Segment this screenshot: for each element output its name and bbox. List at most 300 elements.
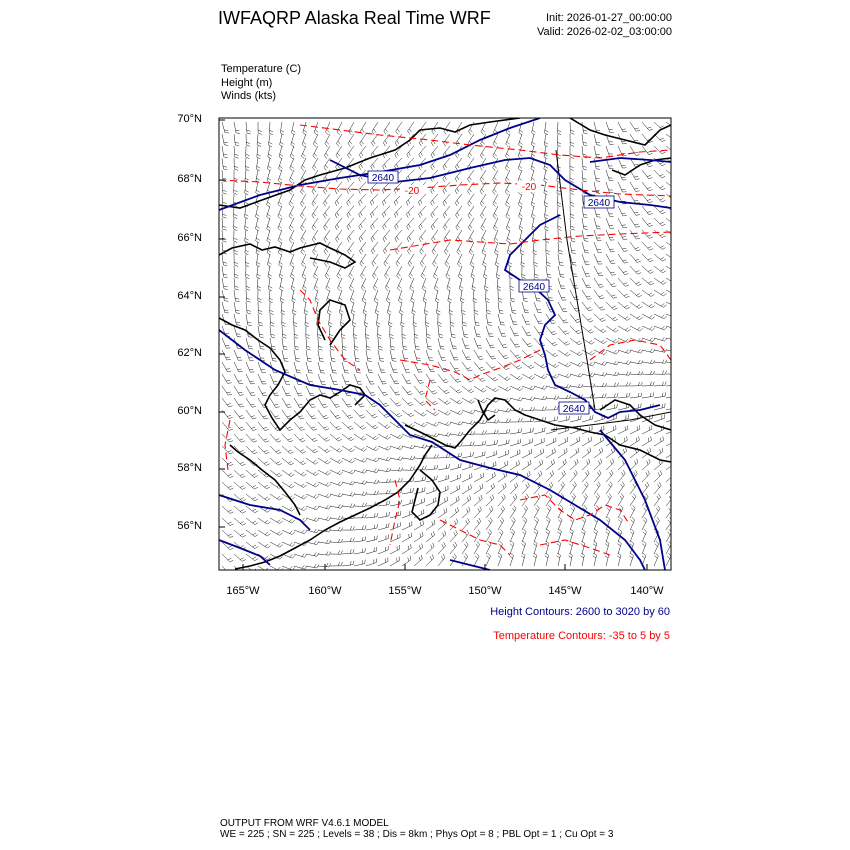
wind-barb <box>510 278 514 291</box>
wind-barb <box>594 493 600 506</box>
wind-barb <box>396 122 402 134</box>
wind-barb <box>371 218 378 230</box>
wind-barb <box>246 422 257 431</box>
wind-barb <box>458 266 462 279</box>
wind-barb <box>354 458 367 462</box>
wind-barb <box>314 278 318 291</box>
wind-barb <box>498 374 510 381</box>
lon-label-165: 165°W <box>226 585 260 597</box>
wind-barb <box>522 266 526 279</box>
wind-barb <box>468 218 474 231</box>
wind-barb <box>654 553 658 566</box>
wind-barb <box>642 436 651 446</box>
wind-barb <box>545 230 549 243</box>
wind-barb <box>407 230 414 242</box>
wind-barb <box>558 395 571 399</box>
wind-barb <box>302 146 307 159</box>
wind-barb <box>480 206 486 219</box>
wind-barb <box>486 314 492 326</box>
wind-barb <box>546 326 557 335</box>
wind-barb <box>301 218 307 231</box>
wind-barb <box>282 434 293 442</box>
wind-barb <box>493 218 498 231</box>
wind-barb <box>510 529 515 542</box>
wind-barb <box>318 374 326 384</box>
wind-barb <box>570 338 582 345</box>
wind-barb <box>486 362 497 370</box>
wind-barb <box>438 531 446 542</box>
wind-barb <box>314 266 319 279</box>
wind-barb <box>606 266 616 275</box>
wind-barb <box>570 158 574 171</box>
wind-barb <box>630 425 640 434</box>
wind-barb <box>342 458 355 463</box>
wind-barb <box>282 338 287 350</box>
wind-barb <box>306 446 318 453</box>
wind-barb <box>558 230 562 242</box>
wind-barb <box>546 494 552 507</box>
wind-barb <box>474 441 486 446</box>
wind-barb <box>534 254 538 267</box>
wind-barb <box>618 242 628 251</box>
wind-barb <box>354 525 366 530</box>
wind-barb <box>412 302 416 315</box>
wind-barb <box>354 362 361 373</box>
wind-barb <box>642 230 653 238</box>
wind-barb <box>359 182 367 194</box>
wind-barb <box>558 350 570 356</box>
wind-barb <box>486 440 498 446</box>
wind-barb <box>350 290 354 303</box>
wind-barb <box>654 314 667 319</box>
wind-barb <box>456 134 462 146</box>
wind-barb <box>366 350 372 362</box>
wind-barb <box>402 362 410 372</box>
wind-barb <box>618 350 631 354</box>
wind-barb <box>222 338 230 348</box>
wind-barb <box>270 434 281 442</box>
wind-barb <box>325 134 330 147</box>
wind-barb <box>342 504 355 508</box>
wind-barb <box>654 348 667 352</box>
wind-barb <box>498 302 503 314</box>
lat-label-70: 70°N <box>177 113 202 125</box>
wind-barb <box>375 302 379 315</box>
wind-barb <box>293 302 297 315</box>
wind-barb <box>318 338 322 350</box>
wind-barb <box>534 374 547 379</box>
wind-barb <box>618 470 625 482</box>
wind-barb <box>354 537 366 542</box>
wind-barb <box>395 134 402 146</box>
wind-barb <box>618 371 631 375</box>
wind-barb <box>462 326 468 337</box>
wind-barb <box>570 122 574 134</box>
wind-barb <box>378 523 389 530</box>
wind-barb <box>474 362 485 371</box>
wind-barb <box>330 493 343 497</box>
wind-barb <box>606 459 614 470</box>
wind-barb <box>246 398 256 407</box>
wind-barb <box>481 218 486 231</box>
wind-barb <box>534 529 538 542</box>
wind-barb <box>594 314 606 322</box>
wind-barb <box>258 494 270 501</box>
wind-barb <box>330 482 343 486</box>
wind-barb <box>654 170 665 178</box>
lat-label-58: 58°N <box>177 462 202 474</box>
wind-barb <box>558 374 571 378</box>
wind-barb <box>582 362 595 366</box>
wind-barb <box>468 206 474 218</box>
wind-barb <box>294 350 300 362</box>
wind-barb <box>234 506 246 513</box>
wind-barb <box>594 338 607 344</box>
wind-barb <box>450 519 458 530</box>
wind-barb <box>246 374 255 384</box>
wind-barb <box>390 522 400 530</box>
wind-barb <box>510 506 516 518</box>
wind-barb <box>278 218 282 231</box>
wind-barb <box>378 546 388 554</box>
wind-barb <box>630 349 643 353</box>
wind-barb <box>431 182 438 194</box>
wind-barb <box>257 146 261 159</box>
wind-barb <box>568 553 572 566</box>
wind-barb <box>414 476 426 482</box>
wind-barb <box>426 374 436 383</box>
wind-barb <box>426 362 435 372</box>
wind-barb <box>544 206 548 219</box>
wind-barb <box>246 518 258 525</box>
wind-barb <box>337 122 342 135</box>
wind-barb <box>269 290 273 303</box>
wind-barb <box>522 338 533 347</box>
wind-barb <box>342 362 349 373</box>
wind-barb <box>630 371 643 375</box>
wind-barb <box>546 350 558 357</box>
wind-barb <box>642 482 649 494</box>
wind-barb <box>486 553 491 566</box>
wind-barb <box>606 122 614 132</box>
wind-barb <box>594 302 605 310</box>
wind-barb <box>420 122 426 134</box>
wind-barb <box>486 409 499 413</box>
wind-barb <box>289 218 294 231</box>
wind-barb <box>270 302 274 315</box>
wind-barb <box>666 302 679 307</box>
wind-barb <box>222 182 227 194</box>
wind-barb <box>431 218 438 230</box>
wind-barb <box>546 448 555 458</box>
wind-barb <box>257 134 261 147</box>
wind-barb <box>278 194 282 207</box>
wind-barb <box>258 458 270 466</box>
wind-barb <box>390 362 398 373</box>
variable-temperature: Temperature (C) <box>221 63 302 75</box>
wind-barb <box>450 542 457 554</box>
wind-barb <box>666 170 678 177</box>
lon-label-150: 150°W <box>468 585 502 597</box>
wind-barb <box>510 302 516 313</box>
wind-barb <box>270 530 283 535</box>
wind-barb <box>258 374 267 384</box>
wind-barb <box>666 482 674 494</box>
wind-barb <box>594 383 607 387</box>
wind-barb <box>558 218 562 231</box>
wind-barb <box>594 266 603 276</box>
wind-barb <box>498 529 503 542</box>
wind-barb <box>402 398 413 406</box>
wind-barb <box>280 290 284 303</box>
wind-barb <box>462 452 474 458</box>
wind-barb <box>397 266 402 279</box>
wind-barb <box>450 496 459 506</box>
wind-barb <box>666 314 679 318</box>
wind-barb <box>318 517 331 521</box>
wind-barb <box>342 422 354 430</box>
wind-barb <box>630 194 640 203</box>
wind-barb <box>593 529 597 542</box>
wind-barb <box>359 218 366 230</box>
wind-barb <box>450 463 461 470</box>
wind-barb <box>495 242 499 255</box>
wind-barb <box>426 543 434 554</box>
height-label-3: 2640 <box>522 282 546 293</box>
wind-barb <box>498 506 505 518</box>
wind-barb <box>378 374 387 384</box>
wind-barb <box>462 386 474 393</box>
wind-barb <box>443 218 450 230</box>
wind-barb <box>378 326 382 339</box>
wind-barb <box>594 372 607 376</box>
wind-barb <box>534 517 539 530</box>
wind-barb <box>246 446 257 454</box>
wind-barb <box>544 182 548 195</box>
wind-barb <box>359 146 366 158</box>
wind-barb <box>456 122 462 135</box>
wind-barb <box>458 254 463 267</box>
wind-barb <box>630 242 641 251</box>
wind-barb <box>582 302 593 311</box>
wind-barb <box>267 206 271 219</box>
wind-barb <box>366 458 379 462</box>
wind-barb <box>558 459 566 470</box>
wind-barb <box>594 158 600 169</box>
wind-barb <box>395 218 402 230</box>
wind-barb <box>258 530 271 536</box>
wind-barb <box>414 544 423 555</box>
wind-barb <box>330 539 343 543</box>
wind-barb <box>606 350 619 354</box>
wind-barb <box>342 470 355 474</box>
wind-barb <box>294 398 304 408</box>
wind-barb <box>470 254 474 267</box>
wind-barb <box>354 503 367 507</box>
wind-barb <box>582 278 591 288</box>
wind-barb <box>366 491 379 495</box>
wind-barb <box>630 302 642 309</box>
wind-barb <box>402 350 409 361</box>
wind-barb <box>256 218 260 231</box>
wind-barb <box>280 122 284 135</box>
wind-barb <box>432 230 439 242</box>
wind-barb <box>558 517 562 530</box>
wind-barb <box>510 541 514 554</box>
wind-barb <box>606 314 618 321</box>
wind-barb <box>246 266 250 279</box>
wind-barb <box>642 360 655 364</box>
wind-barb <box>304 302 308 315</box>
wind-barb <box>378 338 383 350</box>
wind-barb <box>498 314 505 325</box>
wind-barb <box>294 494 307 499</box>
wind-barb <box>444 242 450 255</box>
wind-barb <box>534 385 547 389</box>
wind-barb <box>666 254 678 260</box>
wind-barb <box>654 382 666 387</box>
wind-barb <box>318 494 331 498</box>
wind-barb <box>326 278 330 291</box>
wind-barb <box>642 182 653 191</box>
wind-barb <box>493 182 498 195</box>
wind-barb <box>654 266 666 273</box>
wind-barb <box>222 506 234 514</box>
wind-barb <box>354 480 367 484</box>
wind-barb <box>270 314 274 326</box>
wind-barb <box>426 422 439 426</box>
wind-barb <box>438 410 451 415</box>
wind-barb <box>267 170 271 183</box>
wind-barb <box>246 134 250 146</box>
wind-barb <box>630 482 637 494</box>
wind-barb <box>387 302 391 315</box>
wind-barb <box>462 410 475 414</box>
wind-barb <box>390 478 402 482</box>
wind-barb <box>282 314 286 327</box>
wind-barb <box>270 326 275 338</box>
wind-barb <box>258 446 269 454</box>
wind-barb <box>642 122 653 130</box>
wind-barb <box>630 553 634 566</box>
wind-barb <box>347 194 354 206</box>
wind-barb <box>222 482 234 490</box>
wind-barb <box>642 242 653 250</box>
wind-barb <box>534 438 544 446</box>
wind-barb <box>330 362 337 373</box>
wind-barb <box>582 290 592 299</box>
wind-barb <box>366 434 379 440</box>
wind-barb <box>374 290 378 303</box>
wind-barb <box>222 530 234 538</box>
wind-barb <box>312 182 318 194</box>
wind-barb <box>378 468 391 472</box>
wind-barb <box>666 242 678 249</box>
wind-barb <box>318 458 331 464</box>
wind-barb <box>438 508 447 518</box>
wind-barb <box>426 520 435 530</box>
wind-barb <box>654 182 665 190</box>
wind-barb <box>486 386 499 392</box>
wind-barb <box>318 434 330 441</box>
wind-barb <box>570 218 575 230</box>
wind-barb <box>302 134 306 147</box>
lat-label-62: 62°N <box>177 347 202 359</box>
wind-barb <box>390 456 403 460</box>
wind-barb <box>289 206 294 219</box>
wind-barb <box>462 442 474 446</box>
wind-barb <box>337 266 342 279</box>
wind-barb <box>570 459 578 470</box>
wind-barb <box>654 218 666 226</box>
wind-barb <box>366 410 377 418</box>
wind-barb <box>378 512 390 518</box>
wind-barb <box>654 482 661 494</box>
wind-barb <box>390 374 399 384</box>
wind-barb <box>371 242 378 254</box>
wind-barb <box>267 194 271 207</box>
wind-barb <box>336 146 342 158</box>
wind-barb <box>234 314 241 325</box>
wind-barb <box>294 326 298 338</box>
wind-barb <box>414 509 424 518</box>
wind-barb <box>402 338 407 350</box>
wind-barb <box>481 230 486 243</box>
wind-barb <box>342 446 355 452</box>
wind-barb <box>484 266 488 279</box>
wind-barb <box>531 194 535 207</box>
wind-barb <box>519 134 523 147</box>
wind-barb <box>281 302 285 315</box>
wind-barb <box>294 458 306 465</box>
wind-barb <box>378 434 391 439</box>
wind-barb <box>246 506 258 513</box>
lat-label-66: 66°N <box>177 232 202 244</box>
wind-barb <box>582 517 586 530</box>
wind-barb <box>270 470 282 477</box>
wind-barb <box>582 448 591 458</box>
wind-barb <box>471 266 475 279</box>
wind-barb <box>455 158 462 170</box>
wind-barb <box>370 194 378 206</box>
wind-barb <box>582 415 593 422</box>
wind-barb <box>642 517 647 530</box>
wind-barb <box>546 505 551 518</box>
wind-barb <box>544 134 548 147</box>
wind-barb <box>510 362 522 369</box>
wind-barb <box>545 541 549 554</box>
wind-barb <box>267 158 271 171</box>
wind-barb <box>618 302 630 309</box>
wind-barb <box>364 314 368 327</box>
wind-barb <box>518 146 522 159</box>
wind-barb <box>443 170 450 182</box>
wind-barb <box>402 521 412 530</box>
wind-barb <box>373 266 379 279</box>
wind-barb <box>385 266 391 279</box>
wind-barb <box>318 410 329 419</box>
wind-barb <box>318 350 324 362</box>
wind-barb <box>301 242 306 255</box>
wind-barb <box>534 460 543 470</box>
lon-label-155: 155°W <box>388 585 422 597</box>
wind-barb <box>630 360 643 364</box>
wind-barb <box>570 470 577 482</box>
wind-barb <box>606 278 616 287</box>
wind-barb <box>366 338 370 350</box>
wind-barb <box>570 437 580 446</box>
wind-barb <box>606 529 610 542</box>
